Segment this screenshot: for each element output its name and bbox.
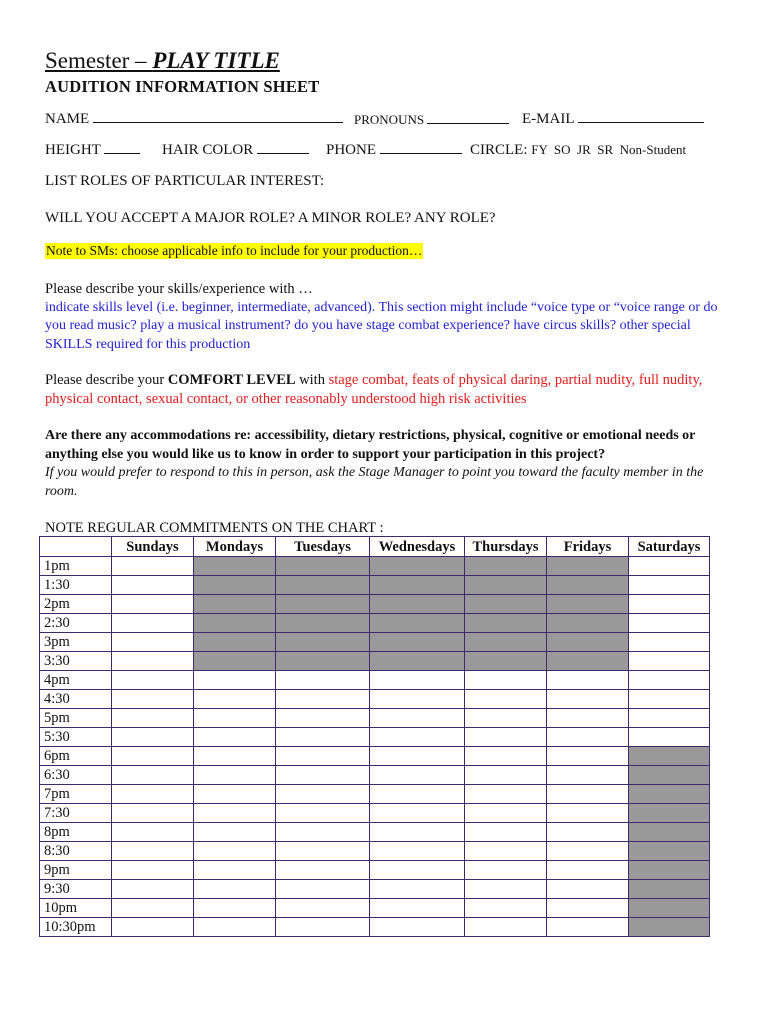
blocked-slot [370,614,465,633]
schedule-slot[interactable] [547,899,629,918]
schedule-slot[interactable] [465,880,547,899]
schedule-slot[interactable] [370,785,465,804]
day-header: Tuesdays [276,537,370,557]
table-row [40,671,710,690]
schedule-slot[interactable] [112,633,194,652]
schedule-slot[interactable] [194,842,276,861]
circle-field[interactable] [470,141,686,159]
table-row [40,652,710,671]
phone-field[interactable] [326,141,462,159]
blocked-slot [465,652,547,671]
schedule-slot[interactable] [276,690,370,709]
pronouns-label: PRONOUNS [354,112,425,127]
height-field[interactable] [45,141,140,159]
schedule-slot[interactable] [547,728,629,747]
schedule-slot[interactable] [112,747,194,766]
time-label: 5pm [40,709,112,728]
schedule-slot[interactable] [112,728,194,747]
day-header: Thursdays [465,537,547,557]
schedule-slot[interactable] [629,709,710,728]
accept-role-prompt: WILL YOU ACCEPT A MAJOR ROLE? A MINOR ROLE? ANY ROLE? [45,210,496,226]
blocked-slot [370,576,465,595]
schedule-slot[interactable] [194,709,276,728]
blocked-slot [370,633,465,652]
page-title [45,47,280,75]
schedule-slot[interactable] [194,880,276,899]
table-row [40,728,710,747]
schedule-slot[interactable] [112,690,194,709]
day-header: Fridays [547,537,629,557]
blocked-slot [629,880,710,899]
time-label: 8:30 [40,842,112,861]
day-header: Mondays [194,537,276,557]
schedule-slot[interactable] [465,747,547,766]
comfort-with: with [295,372,329,388]
schedule-slot[interactable] [276,785,370,804]
name-field[interactable] [45,110,343,128]
table-row [40,747,710,766]
accommodations-section [45,427,725,501]
blocked-slot [465,557,547,576]
schedule-slot[interactable] [370,766,465,785]
schedule-slot[interactable] [629,557,710,576]
table-row [40,899,710,918]
chart-corner [40,537,112,557]
time-label: 3:30 [40,652,112,671]
table-row [40,823,710,842]
schedule-slot[interactable] [276,918,370,937]
blocked-slot [370,652,465,671]
time-label: 10:30pm [40,918,112,937]
schedule-slot[interactable] [276,842,370,861]
time-label: 1:30 [40,576,112,595]
table-row [40,842,710,861]
comfort-section [45,371,725,408]
schedule-slot[interactable] [276,671,370,690]
circle-label: CIRCLE: [470,142,528,158]
schedule-slot[interactable] [112,918,194,937]
schedule-slot[interactable] [465,728,547,747]
schedule-slot[interactable] [194,861,276,880]
time-label: 6pm [40,747,112,766]
blocked-slot [370,595,465,614]
schedule-slot[interactable] [629,728,710,747]
schedule-slot[interactable] [276,861,370,880]
schedule-slot[interactable] [547,842,629,861]
table-row [40,614,710,633]
blocked-slot [629,899,710,918]
schedule-slot[interactable] [547,671,629,690]
blocked-slot [547,652,629,671]
schedule-slot[interactable] [112,614,194,633]
title-play: PLAY TITLE [152,48,280,73]
time-label: 4pm [40,671,112,690]
pronouns-field[interactable] [354,111,509,129]
schedule-slot[interactable] [629,652,710,671]
table-row [40,709,710,728]
schedule-slot[interactable] [465,785,547,804]
accommodations-question: Are there any accommodations re: accessibility, dietary restrictions, physical, cognitive or emotional needs or anything else you would like us to know in order to support your participation in this project? [45,428,696,462]
blocked-slot [194,576,276,595]
blocked-slot [629,785,710,804]
schedule-slot[interactable] [547,804,629,823]
schedule-slot[interactable] [194,690,276,709]
schedule-slot[interactable] [194,728,276,747]
schedule-slot[interactable] [465,671,547,690]
blocked-slot [629,842,710,861]
accommodations-note: If you would prefer to respond to this in person, ask the Stage Manager to point you toward the faculty member in the room. [45,465,704,499]
blocked-slot [465,576,547,595]
schedule-slot[interactable] [370,747,465,766]
schedule-slot[interactable] [629,690,710,709]
blocked-slot [465,633,547,652]
table-row [40,557,710,576]
schedule-slot[interactable] [194,785,276,804]
schedule-slot[interactable] [465,899,547,918]
blocked-slot [276,576,370,595]
email-label: E-MAIL [522,111,574,127]
schedule-slot[interactable] [276,804,370,823]
schedule-slot[interactable] [370,918,465,937]
schedule-slot[interactable] [370,861,465,880]
schedule-slot[interactable] [547,690,629,709]
schedule-slot[interactable] [547,747,629,766]
table-row [40,576,710,595]
name-blank[interactable] [93,110,343,123]
schedule-slot[interactable] [629,671,710,690]
schedule-slot[interactable] [465,766,547,785]
schedule-slot[interactable] [547,709,629,728]
blocked-slot [629,747,710,766]
time-label: 1pm [40,557,112,576]
schedule-slot[interactable] [370,690,465,709]
schedule-slot[interactable] [112,861,194,880]
table-row [40,861,710,880]
schedule-slot[interactable] [194,747,276,766]
blocked-slot [547,576,629,595]
schedule-slot[interactable] [465,709,547,728]
schedule-slot[interactable] [370,804,465,823]
schedule-slot[interactable] [112,804,194,823]
schedule-slot[interactable] [465,842,547,861]
time-label: 4:30 [40,690,112,709]
schedule-slot[interactable] [629,633,710,652]
chart-header-row [40,537,710,557]
schedule-slot[interactable] [276,728,370,747]
schedule-slot[interactable] [112,557,194,576]
roles-interest-prompt: LIST ROLES OF PARTICULAR INTEREST: [45,173,325,189]
time-label: 10pm [40,899,112,918]
schedule-slot[interactable] [276,747,370,766]
skills-lead: Please describe your skills/experience with … [45,281,313,297]
table-row [40,690,710,709]
blocked-slot [629,918,710,937]
schedule-slot[interactable] [629,614,710,633]
table-row [40,633,710,652]
time-label: 2:30 [40,614,112,633]
time-label: 2pm [40,595,112,614]
schedule-slot[interactable] [370,823,465,842]
schedule-slot[interactable] [370,671,465,690]
time-label: 7:30 [40,804,112,823]
schedule-slot[interactable] [276,899,370,918]
schedule-slot[interactable] [370,842,465,861]
page-subtitle: AUDITION INFORMATION SHEET [45,77,320,96]
table-row [40,595,710,614]
blocked-slot [276,595,370,614]
blocked-slot [629,823,710,842]
day-header: Saturdays [629,537,710,557]
schedule-slot[interactable] [465,690,547,709]
time-label: 8pm [40,823,112,842]
schedule-slot[interactable] [547,861,629,880]
schedule-slot[interactable] [112,823,194,842]
blocked-slot [465,614,547,633]
email-blank[interactable] [578,110,704,123]
schedule-slot[interactable] [194,899,276,918]
schedule-slot[interactable] [112,652,194,671]
blocked-slot [547,557,629,576]
schedule-slot[interactable] [370,880,465,899]
day-header: Wednesdays [370,537,465,557]
chart-heading: NOTE REGULAR COMMITMENTS ON THE CHART : [45,520,384,536]
hair-color-blank[interactable] [257,141,309,154]
blocked-slot [276,652,370,671]
note-to-sms: Note to SMs: choose applicable info to include for your production… [46,243,423,258]
name-label: NAME [45,111,90,127]
blocked-slot [194,652,276,671]
commitments-chart [39,536,710,937]
schedule-slot[interactable] [276,709,370,728]
schedule-slot[interactable] [629,595,710,614]
schedule-slot[interactable] [276,880,370,899]
blocked-slot [276,633,370,652]
time-label: 6:30 [40,766,112,785]
schedule-slot[interactable] [629,576,710,595]
schedule-slot[interactable] [112,709,194,728]
schedule-slot[interactable] [194,766,276,785]
skills-detail: indicate skills level (i.e. beginner, intermediate, advanced). This section might include “voice type or “voice range or do you read music? play a musical instrument? do you have stage combat experience? have circus skills? other special SKILLS required for this production [45,299,718,352]
title-prefix: Semester – [45,48,153,73]
blocked-slot [276,614,370,633]
schedule-slot[interactable] [465,823,547,842]
schedule-slot[interactable] [194,671,276,690]
time-label: 7pm [40,785,112,804]
height-blank[interactable] [104,141,140,154]
hair-color-label: HAIR COLOR [162,142,254,158]
blocked-slot [465,595,547,614]
schedule-slot[interactable] [112,842,194,861]
schedule-slot[interactable] [112,576,194,595]
table-row [40,880,710,899]
schedule-slot[interactable] [370,709,465,728]
phone-blank[interactable] [380,141,462,154]
table-row [40,918,710,937]
blocked-slot [194,557,276,576]
schedule-slot[interactable] [547,766,629,785]
schedule-slot[interactable] [547,785,629,804]
hair-color-field[interactable] [162,141,309,159]
schedule-slot[interactable] [370,899,465,918]
schedule-slot[interactable] [465,918,547,937]
comfort-lead: Please describe your [45,372,168,388]
schedule-slot[interactable] [465,804,547,823]
day-header: Sundays [112,537,194,557]
blocked-slot [547,633,629,652]
table-row [40,766,710,785]
time-label: 9pm [40,861,112,880]
comfort-detail: stage combat, feats of physical daring, partial nudity, full nudity, physical contact, sexual contact, or other reasonably understood high risk activities [45,372,703,407]
schedule-slot[interactable] [112,880,194,899]
schedule-slot[interactable] [547,918,629,937]
blocked-slot [547,614,629,633]
blocked-slot [629,804,710,823]
table-row [40,804,710,823]
schedule-slot[interactable] [112,595,194,614]
schedule-slot[interactable] [112,671,194,690]
schedule-slot[interactable] [276,823,370,842]
time-label: 5:30 [40,728,112,747]
pronouns-blank[interactable] [427,111,509,124]
schedule-slot[interactable] [370,728,465,747]
email-field[interactable] [522,110,704,128]
blocked-slot [629,766,710,785]
schedule-slot[interactable] [194,823,276,842]
phone-label: PHONE [326,142,377,158]
blocked-slot [194,614,276,633]
blocked-slot [194,595,276,614]
schedule-slot[interactable] [194,918,276,937]
comfort-bold: COMFORT LEVEL [167,372,296,388]
blocked-slot [370,557,465,576]
schedule-slot[interactable] [112,766,194,785]
schedule-slot[interactable] [547,823,629,842]
circle-options[interactable]: FY SO JR SR Non-Student [531,142,687,157]
schedule-slot[interactable] [547,880,629,899]
blocked-slot [276,557,370,576]
blocked-slot [194,633,276,652]
table-row [40,785,710,804]
time-label: 3pm [40,633,112,652]
height-label: HEIGHT [45,142,101,158]
schedule-slot[interactable] [112,899,194,918]
blocked-slot [629,861,710,880]
blocked-slot [547,595,629,614]
time-label: 9:30 [40,880,112,899]
skills-section [45,280,725,354]
schedule-slot[interactable] [465,861,547,880]
schedule-slot[interactable] [112,785,194,804]
schedule-slot[interactable] [194,804,276,823]
schedule-slot[interactable] [276,766,370,785]
